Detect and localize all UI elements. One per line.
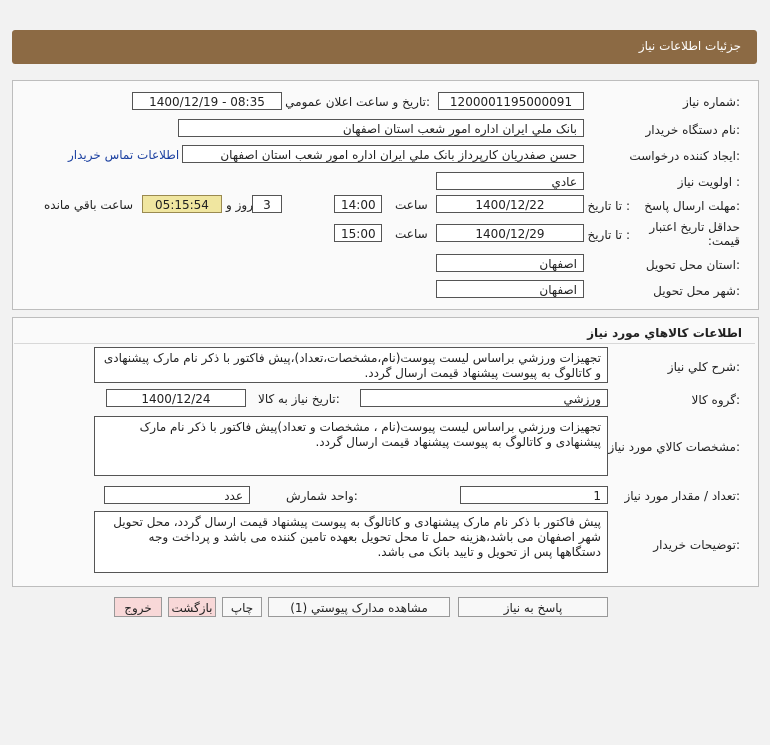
remaining-time-field: 05:15:54 <box>142 195 222 213</box>
deadline-label: مهلت ارسال پاسخ: <box>644 199 740 213</box>
need-number-field: 1200001195000091 <box>438 92 584 110</box>
buyer-contact-link[interactable]: اطلاعات تماس خريدار <box>68 148 180 162</box>
province-field: اصفهان <box>436 254 584 272</box>
creator-field: حسن صفدريان کارپرداز بانک ملي ايران اداره امور شعب استان اصفهان <box>182 145 584 163</box>
back-button[interactable]: بازگشت <box>168 597 216 617</box>
goods-group-field: ورزشي <box>360 389 608 407</box>
goods-section-title: اطلاعات کالاهاي مورد نياز <box>587 326 742 340</box>
buyer-notes-field: پيش فاکتور با ذکر نام مارک پيشنهادی و کاتالوگ به پيوست پيشنهاد قيمت ارسال گردد، محل تحويل شهر اصفهان می باشد،هزينه حمل تا محل تحويل بعهده تامين کننده می باشد و پرداخت وجه دستگاهها پس از تحويل و تاييد بانک می باشد. <box>94 511 608 573</box>
validity-time-field: 15:00 <box>334 224 382 242</box>
specs-label: مشخصات کالاي مورد نياز: <box>608 440 740 454</box>
goods-group-label: گروه کالا: <box>691 393 740 407</box>
view-attachments-button[interactable]: مشاهده مدارک پيوستي (1) <box>268 597 450 617</box>
validity-until-label: تا تاريخ : <box>587 228 630 242</box>
unit-field: عدد <box>104 486 250 504</box>
goods-section-divider <box>14 343 755 344</box>
buyer-org-field: بانک ملي ايران اداره امور شعب استان اصفهان <box>178 119 584 137</box>
validity-time-label: ساعت <box>395 227 428 241</box>
specs-field: تجهيزات ورزشي براساس ليست پيوست(نام ، مشخصات و تعداد)پيش فاکتور با ذکر نام مارک پيشنهادی و کاتالوگ به پيوست پيشنهاد قيمت ارسال گردد. <box>94 416 608 476</box>
province-label: استان محل تحويل: <box>645 258 740 272</box>
summary-label: شرح کلي نياز: <box>667 360 740 374</box>
exit-button[interactable]: خروج <box>114 597 162 617</box>
need-info-panel <box>12 80 759 310</box>
need-number-label: شماره نياز: <box>682 95 740 109</box>
remaining-label: ساعت باقي مانده <box>44 198 134 212</box>
city-label: شهر محل تحويل: <box>653 284 740 298</box>
need-date-label: تاريخ نياز به کالا: <box>258 392 340 406</box>
quantity-label: تعداد / مقدار مورد نياز: <box>624 489 740 503</box>
buyer-org-label: نام دستگاه خريدار: <box>645 123 740 137</box>
buyer-notes-label: توضيحات خريدار: <box>653 538 740 552</box>
summary-field: تجهيزات ورزشي براساس ليست پيوست(نام،مشخصات،تعداد)،پيش فاکتور با ذکر نام مارک پيشنهادی و کاتالوگ به پيوست پيشنهاد قيمت ارسال گردد. <box>94 347 608 383</box>
announce-date-label: تاريخ و ساعت اعلان عمومي: <box>285 95 430 109</box>
deadline-time-label: ساعت <box>395 198 428 212</box>
priority-field: عادي <box>436 172 584 190</box>
validity-date-field: 1400/12/29 <box>436 224 584 242</box>
validity-label: حداقل تاريخ اعتبار قيمت: <box>649 220 740 248</box>
remaining-days-field: 3 <box>252 195 282 213</box>
reply-button[interactable]: پاسخ به نياز <box>458 597 608 617</box>
days-label: روز و <box>226 198 253 212</box>
print-button[interactable]: چاپ <box>222 597 262 617</box>
priority-label: اولويت نياز : <box>677 175 740 189</box>
announce-date-field: 1400/12/19 - 08:35 <box>132 92 282 110</box>
page-title: جزئيات اطلاعات نياز <box>638 39 741 53</box>
creator-label: ايجاد کننده درخواست: <box>629 149 740 163</box>
unit-label: واحد شمارش: <box>286 489 358 503</box>
need-date-field: 1400/12/24 <box>106 389 246 407</box>
deadline-date-field: 1400/12/22 <box>436 195 584 213</box>
quantity-field: 1 <box>460 486 608 504</box>
page-title-bar <box>12 30 757 64</box>
city-field: اصفهان <box>436 280 584 298</box>
deadline-until-label: تا تاريخ : <box>587 199 630 213</box>
deadline-time-field: 14:00 <box>334 195 382 213</box>
